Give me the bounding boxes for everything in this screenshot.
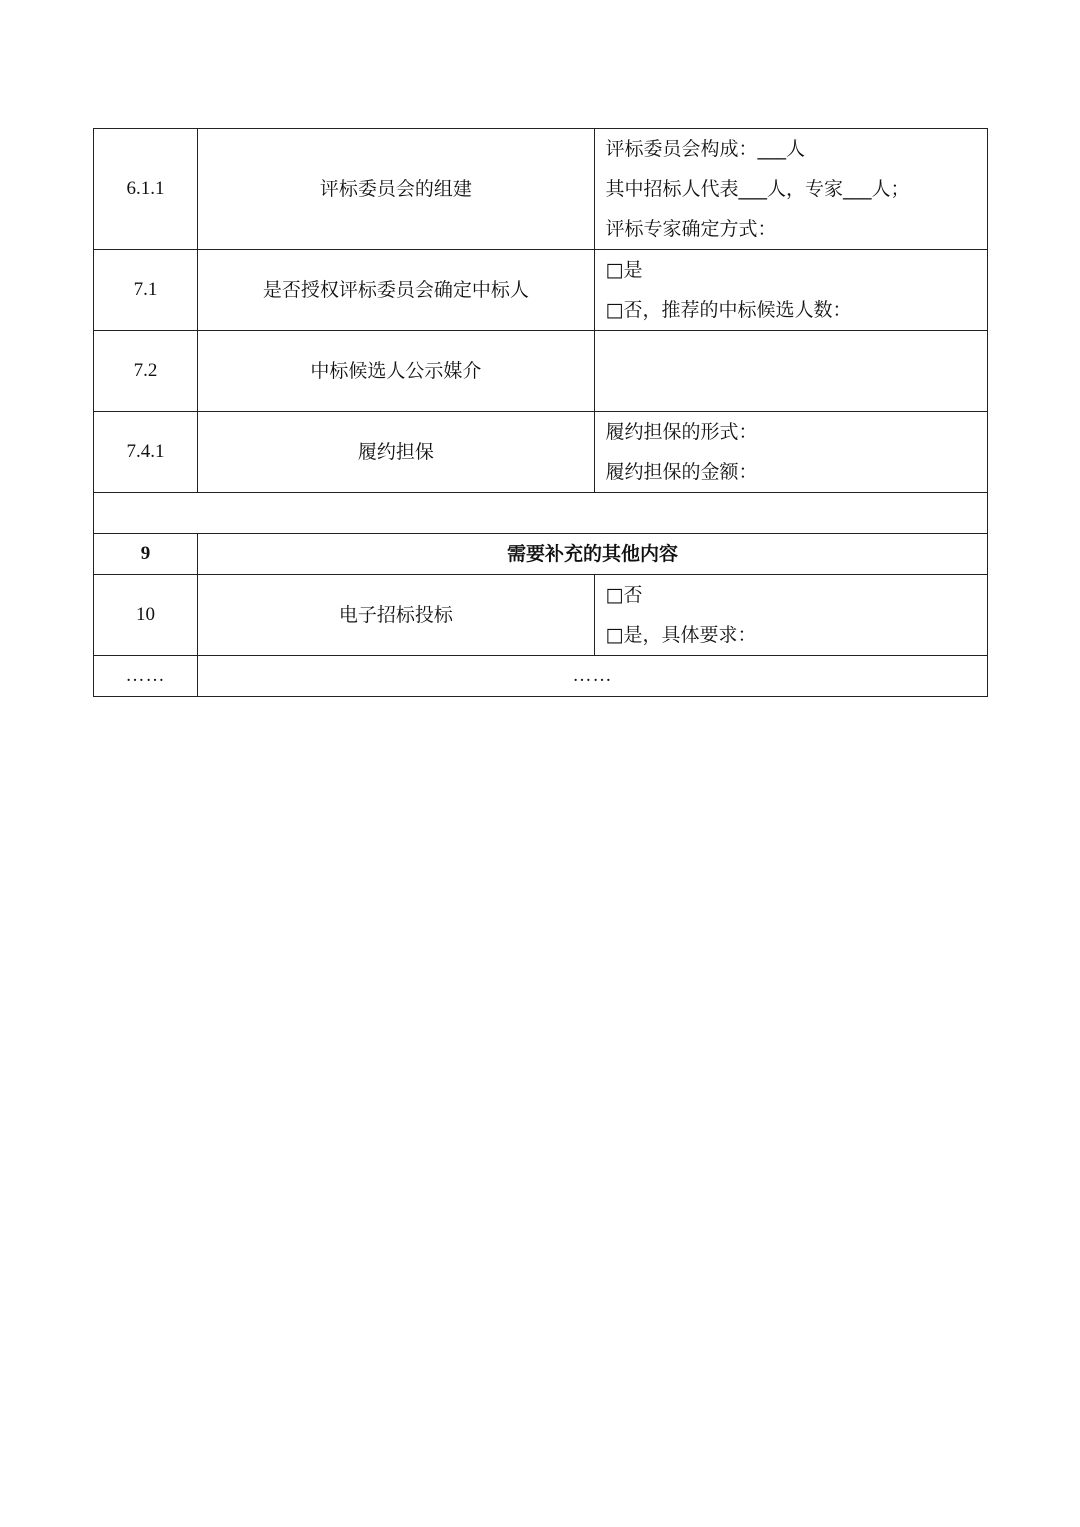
- row-item: 中标候选人公示媒介: [198, 331, 594, 412]
- row-number-ellipsis: ……: [94, 656, 198, 697]
- table-row-ellipsis: [94, 656, 988, 697]
- content-line: 履约担保的金额：: [605, 461, 758, 483]
- table-row: [94, 250, 988, 331]
- content-line: □否，推荐的中标候选人数：: [605, 299, 852, 321]
- row-content: [594, 129, 987, 250]
- tender-data-table: [93, 128, 988, 697]
- table-row: [94, 331, 988, 412]
- row-number: 9: [94, 534, 198, 575]
- section-heading: 需要补充的其他内容: [198, 534, 988, 575]
- table-section-row: [94, 534, 988, 575]
- row-content: [594, 412, 987, 493]
- row-item: 履约担保: [198, 412, 594, 493]
- row-item-ellipsis: ……: [198, 656, 988, 697]
- row-number: 6.1.1: [94, 129, 198, 250]
- table-row: [94, 129, 988, 250]
- table-row-empty: [94, 493, 988, 534]
- content-line: □是，具体要求：: [605, 624, 757, 646]
- table-row: [94, 412, 988, 493]
- row-item: 电子招标投标: [198, 575, 594, 656]
- content-line: 评标专家确定方式：: [605, 218, 777, 240]
- row-number: 7.4.1: [94, 412, 198, 493]
- row-number: 10: [94, 575, 198, 656]
- row-item: 是否授权评标委员会确定中标人: [198, 250, 594, 331]
- table-row: [94, 575, 988, 656]
- content-line: □是: [605, 259, 643, 281]
- content-line: □否: [605, 584, 643, 606]
- content-line: 履约担保的形式：: [605, 421, 758, 443]
- row-number: 7.2: [94, 331, 198, 412]
- row-content: [594, 575, 987, 656]
- content-line: 其中招标人代表___人，专家___人；: [605, 178, 910, 200]
- content-line: 评标委员会构成：___人: [605, 138, 806, 160]
- row-item: 评标委员会的组建: [198, 129, 594, 250]
- row-number: 7.1: [94, 250, 198, 331]
- row-content: [594, 250, 987, 331]
- row-content: [594, 331, 987, 412]
- empty-cell: [94, 493, 988, 534]
